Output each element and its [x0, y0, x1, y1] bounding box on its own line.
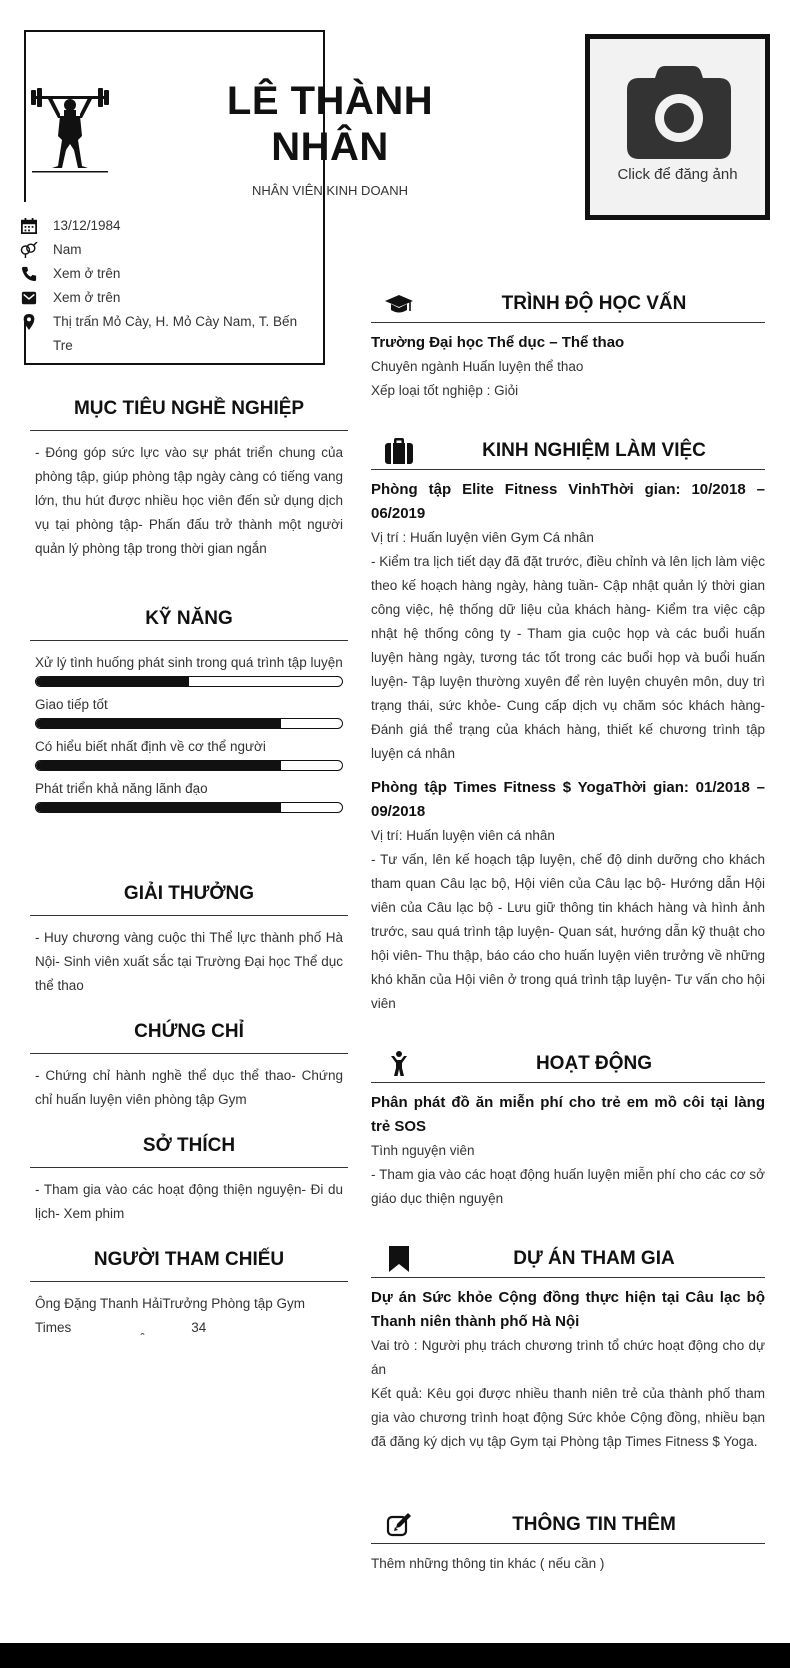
project-title: Dự án Sức khỏe Cộng đồng thực hiện tại Câu lạc bộ Thanh niên thành phố Hà Nội [371, 1289, 765, 1330]
reference-line: Ông Đặng Thanh HảiTrưởng Phòng tập Gym [35, 1296, 306, 1311]
skill-bar [35, 802, 343, 813]
activity-title: Phân phát đồ ăn miễn phí cho trẻ em mồ côi tại làng trẻ SOS [371, 1094, 765, 1135]
references-heading: NGƯỜI THAM CHIẾU [30, 1249, 348, 1282]
activity-description: - Tham gia vào các hoạt động huấn luyện miễn phí cho các cơ sở giáo dục thiện nguyện [371, 1167, 765, 1206]
objective-section [30, 398, 348, 561]
references-text [30, 1282, 348, 1340]
job-title: NHÂN VIÊN KINH DOANH [251, 183, 409, 198]
gender-value: Nam [53, 242, 82, 257]
experience-header [371, 438, 765, 470]
major: Chuyên ngành Huấn luyện thể thao [371, 359, 584, 374]
skill-item [30, 777, 348, 813]
graduation-cap-icon [385, 291, 413, 317]
briefcase-icon [385, 438, 413, 464]
skill-bar-fill [36, 803, 281, 812]
contact-list [20, 214, 310, 358]
name-line-1: LÊ THÀNH [226, 79, 434, 123]
edit-icon [385, 1512, 413, 1538]
name-line-2: NHÂN [271, 125, 389, 169]
job-title-2: Phòng tập Times Fitness $ YogaThời gian: 01/2018 – 09/2018 [371, 779, 765, 820]
school-name: Trường Đại học Thể dục – Thể thao [371, 334, 625, 351]
activity-role: Tình nguyện viên [371, 1143, 475, 1158]
phone-icon [20, 266, 38, 282]
reference-line: Times ̯ 34 [35, 1320, 207, 1335]
additional-info-header [371, 1512, 765, 1544]
activities-heading: HOẠT ĐỘNG [535, 1053, 653, 1074]
job-description-1: - Kiểm tra lịch tiết dạy đã đặt trước, điều chỉnh và lên lịch làm việc theo kế hoạch hàng ngày, hàng tuần- Cập nhật quản lý thời gian công việc, hệ thống dữ liệu của khách hàng- Kiểm tra việc cập nhật hệ thống công ty - Tham gia cuộc họp và các buổi huấn luyện hàng ngày, tương tác tốt trong các buổi họp và buổi huấn luyện- Tập luyện thường xuyên để rèn luyện chuyên môn, duy trì trạng thái, sức khỏe- Cung cấp dịch vụ chăm sóc khách hàng- Đánh giá thể trạng của khách hàng, thiết kế chương trình tập luyện cá nhân [371, 554, 765, 761]
job-description-2: - Tư vấn, lên kế hoạch tập luyện, chế độ dinh dưỡng cho khách tham quan Câu lạc bộ, Hội viên của Câu lạc bộ- Hướng dẫn Hội viên của Câu lạc bộ - Lưu giữ thông tin khách hàng và hình ảnh trước, sau quá trình tập luyện- Quan sát, hướng dẫn kỹ thuật cho hội viên- Thu thập, báo cáo cho huấn luyện viên trưởng về những khó khăn của Hội viên ở trong quá trình tập luyện- Tư vấn cho hội viên [371, 852, 765, 1011]
certificates-section [30, 1021, 348, 1112]
education-heading: TRÌNH ĐỘ HỌC VẤN [501, 293, 687, 314]
address-value: Thị trấn Mỏ Cày, H. Mỏ Cày Nam, T. Bến Tre [53, 314, 298, 353]
phone-value: Xem ở trên [53, 266, 121, 281]
envelope-icon [20, 290, 38, 306]
activities-section [371, 1051, 765, 1211]
objective-heading: MỤC TIÊU NGHỀ NGHIỆP [30, 398, 348, 431]
hobbies-heading: SỞ THÍCH [30, 1135, 348, 1168]
skill-bar-fill [36, 677, 189, 686]
activities-header [371, 1051, 765, 1083]
person-child-icon [385, 1051, 413, 1077]
certificates-text: - Chứng chỉ hành nghề thể dục thể thao- Chứng chỉ huấn luyện viên phòng tập Gym [35, 1068, 343, 1107]
skills-list [30, 641, 348, 813]
photo-upload-label: Click để đăng ảnh [617, 166, 738, 183]
additional-info-heading: THÔNG TIN THÊM [512, 1514, 676, 1535]
skill-name: Xử lý tình huống phát sinh trong quá trình tập luyện [35, 655, 343, 670]
contact-address [20, 310, 310, 358]
awards-text: - Huy chương vàng cuộc thi Thể lực thành phố Hà Nội- Sinh viên xuất sắc tại Trường Đại học Thể dục thể thao [35, 930, 343, 993]
weightlifter-logo [28, 88, 112, 180]
skill-name: Có hiểu biết nhất định về cơ thể người [35, 739, 266, 754]
awards-section [30, 883, 348, 998]
gender-icon [20, 242, 38, 258]
skill-bar [35, 676, 343, 687]
skill-item [30, 651, 348, 687]
camera-icon [627, 64, 731, 159]
project-role: Vai trò : Người phụ trách chương trình tổ chức hoạt động cho dự án [371, 1338, 765, 1377]
awards-heading: GIẢI THƯỞNG [30, 883, 348, 916]
projects-heading: DỰ ÁN THAM GIA [513, 1248, 675, 1269]
email-value: Xem ở trên [53, 290, 121, 305]
photo-upload-box[interactable] [585, 34, 770, 220]
education-header [371, 291, 765, 323]
birthday-value: 13/12/1984 [53, 218, 121, 233]
skill-bar-fill [36, 761, 281, 770]
hobbies-section [30, 1135, 348, 1226]
candidate-name [160, 78, 500, 170]
map-pin-icon [20, 314, 38, 330]
experience-heading: KINH NGHIỆM LÀM VIỆC [482, 440, 706, 461]
calendar-icon [20, 218, 38, 234]
hobbies-text: - Tham gia vào các hoạt động thiện nguyện- Đi du lịch- Xem phim [35, 1182, 343, 1221]
skill-item [30, 693, 348, 729]
certificates-heading: CHỨNG CHỈ [30, 1021, 348, 1054]
bottom-bar [0, 1643, 790, 1668]
additional-info-text: Thêm những thông tin khác ( nếu cần ) [371, 1556, 605, 1571]
job-title-1: Phòng tập Elite Fitness VinhThời gian: 10/2018 – 06/2019 [371, 481, 765, 522]
skill-name: Giao tiếp tốt [35, 697, 108, 712]
skill-bar [35, 718, 343, 729]
job-role-1: Vị trí : Huấn luyện viên Gym Cá nhân [371, 530, 594, 545]
contact-phone [20, 262, 310, 286]
skills-heading: KỸ NĂNG [30, 608, 348, 641]
bookmark-icon [385, 1246, 413, 1272]
skills-section [30, 608, 348, 819]
skill-bar-fill [36, 719, 281, 728]
experience-section [371, 438, 765, 1016]
skill-bar [35, 760, 343, 771]
education-section [371, 291, 765, 403]
skill-item [30, 735, 348, 771]
objective-text: - Đóng góp sức lực vào sự phát triển chung của phòng tập, giúp phòng tập ngày càng có tiếng vang lớn, thu hút được nhiều học viên đến sử dụng dịch vụ tại phòng tập- Phấn đấu trở thành một người quản lý phòng tập trong thời gian ngắn [35, 445, 343, 556]
skill-name: Phát triển khả năng lãnh đạo [35, 781, 208, 796]
projects-header [371, 1246, 765, 1278]
contact-gender [20, 238, 310, 262]
project-result: Kết quả: Kêu gọi được nhiều thanh niên trẻ của thành phố tham gia vào chương trình hoạt động Sức khỏe Cộng đồng, nhiều bạn đã đăng ký dịch vụ tập Gym tại Phòng tập Times Fitness $ Yoga. [371, 1386, 765, 1449]
projects-section [371, 1246, 765, 1454]
graduation-grade: Xếp loại tốt nghiệp : Giỏi [371, 383, 519, 398]
contact-email [20, 286, 310, 310]
contact-birthday [20, 214, 310, 238]
additional-info-section [371, 1512, 765, 1576]
job-role-2: Vị trí: Huấn luyện viên cá nhân [371, 828, 555, 843]
references-section [30, 1249, 348, 1340]
